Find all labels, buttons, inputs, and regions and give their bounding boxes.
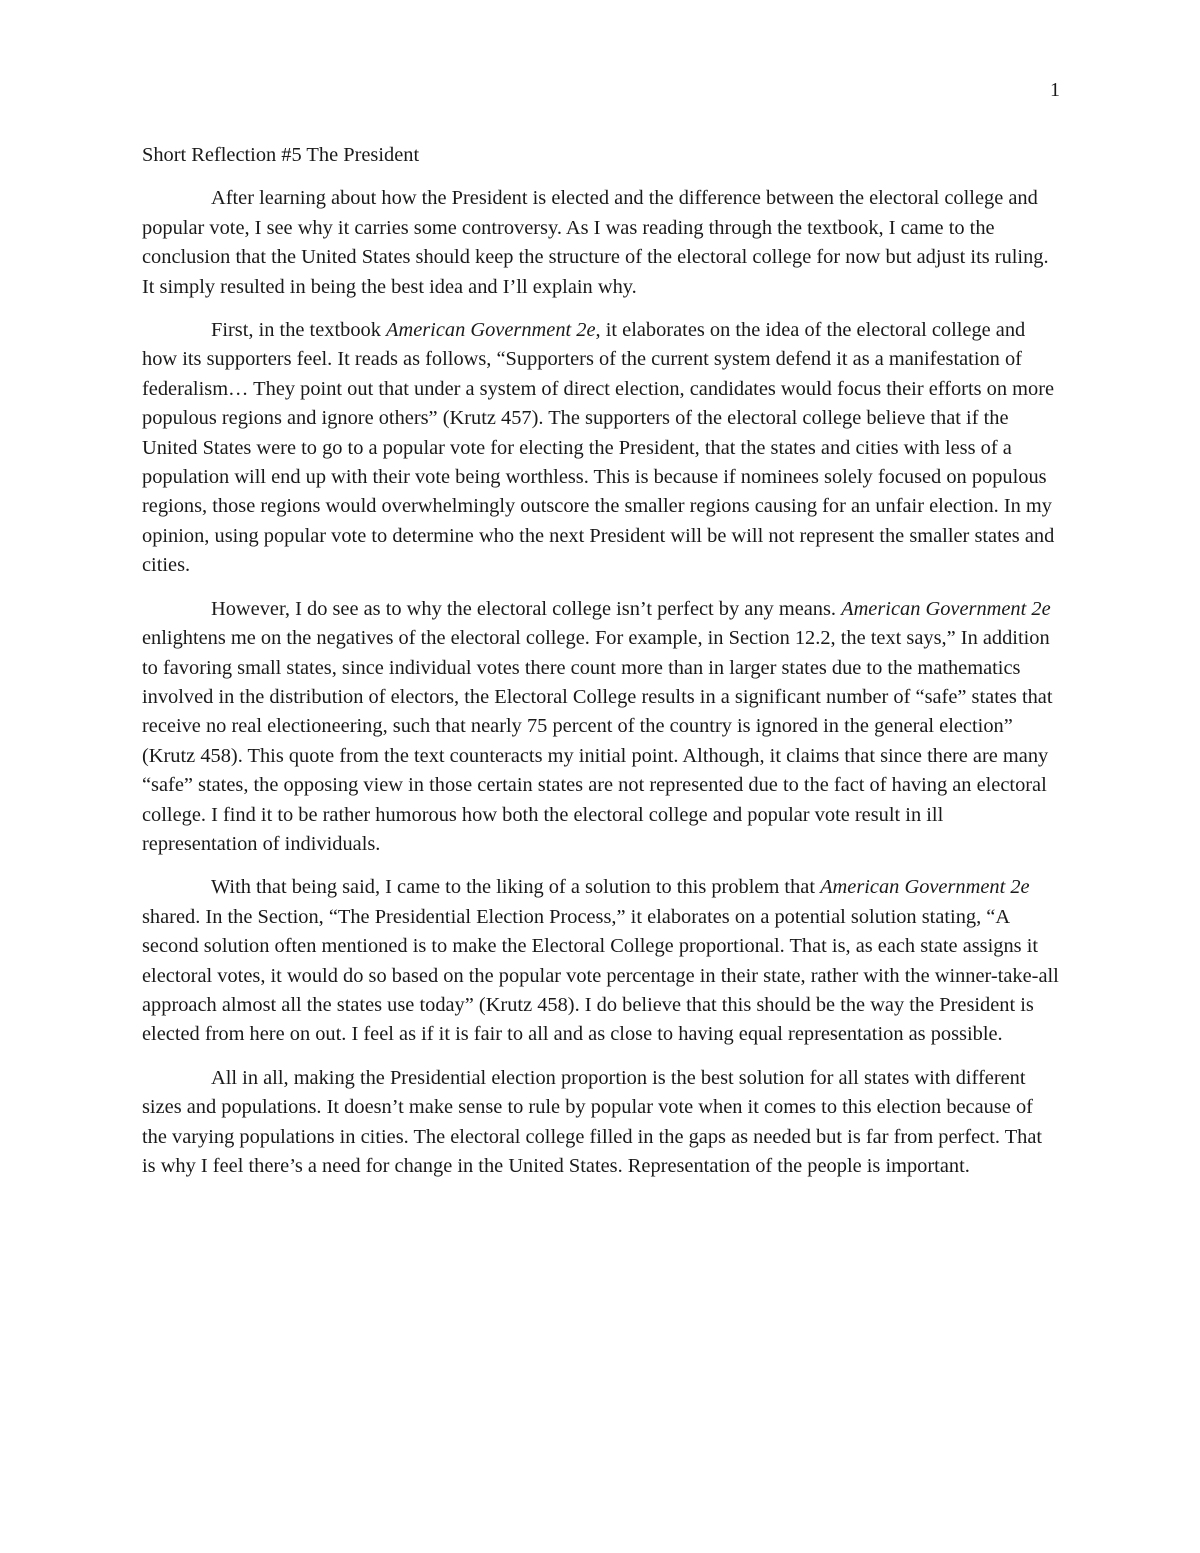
paragraph-3-text-end: enlightens me on the negatives of the electoral college. For example, in Section 12.2, the text says,” In addition to favoring small states, since individual votes there count more than in larger states due to the mathematics involved in the distribution of electors, the Electoral College results in a significant number of “safe” states that receive no real electioneering, such that nearly 75 percent of the country is ignored in the general election” (Krutz 458). This quote from the text counteracts my initial point. Although, it claims that since there are many “safe” states, the opposing view in those certain states are not represented due to the fact of having an electoral college. I find it to be rather humorous how both the electoral college and popular vote result in ill representation of individuals.	[142, 627, 1053, 855]
paragraph-2	[142, 316, 1060, 581]
paragraph-2-text-start: First, in the textbook	[211, 319, 387, 342]
paragraph-4	[142, 873, 1060, 1049]
book-title: American Government 2e	[820, 876, 1030, 899]
page-number: 1	[1050, 79, 1060, 101]
paragraph-4-text-start: With that being said, I came to the liking of a solution to this problem that	[211, 876, 821, 899]
document-body	[142, 141, 1060, 1181]
paragraph-2-text-end: , it elaborates on the idea of the electoral college and how its supporters feel. It reads as follows, “Supporters of the current system defend it as a manifestation of federalism… They point out that under a system of direct election, candidates would focus their efforts on more populous regions and ignore others” (Krutz 457). The supporters of the electoral college believe that if the United States were to go to a popular vote for electing the President, that the states and cities with less of a population will end up with their vote being worthless. This is because if nominees solely focused on populous regions, those regions would overwhelmingly outscore the smaller regions causing for an unfair election. In my opinion, using popular vote to determine who the next President will be will not represent the smaller states and cities.	[142, 319, 1055, 577]
paragraph-1	[142, 184, 1060, 302]
book-title: American Government 2e	[386, 319, 596, 342]
book-title: American Government 2e	[841, 597, 1051, 620]
paragraph-1-text: After learning about how the President is elected and the difference between the electoral college and popular vote, I see why it carries some controversy. As I was reading through the textbook, I came to the conclusion that the United States should keep the structure of the electoral college for now but adjust its ruling. It simply resulted in being the best idea and I’ll explain why.	[142, 187, 1049, 298]
paragraph-5-text: All in all, making the Presidential election proportion is the best solution for all states with different sizes and populations. It doesn’t make sense to rule by popular vote when it comes to this election because of the varying populations in cities. The electoral college filled in the gaps as needed but is far from perfect. That is why I feel there’s a need for change in the United States. Representation of the people is important.	[142, 1066, 1043, 1177]
paragraph-4-text-end: shared. In the Section, “The Presidential Election Process,” it elaborates on a potential solution stating, “A second solution often mentioned is to make the Electoral College proportional. That is, as each state assigns it electoral votes, it would do so based on the popular vote percentage in their state, rather with the winner-take-all approach almost all the states use today” (Krutz 458). I do believe that this should be the way the President is elected from here on out. I feel as if it is fair to all and as close to having equal representation as possible.	[142, 905, 1059, 1046]
paragraph-3	[142, 595, 1060, 860]
paragraph-3-text-start: However, I do see as to why the electoral college isn’t perfect by any means.	[211, 597, 842, 620]
document-title: Short Reflection #5 The President	[142, 144, 420, 166]
paragraph-5	[142, 1064, 1060, 1182]
